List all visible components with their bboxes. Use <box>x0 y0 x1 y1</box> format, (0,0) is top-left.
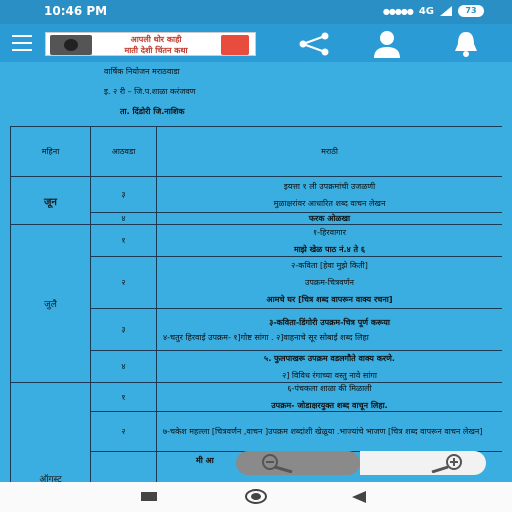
plan-table <box>10 126 502 482</box>
week-cell: १ <box>91 383 157 412</box>
table-header-row <box>11 127 503 177</box>
battery-icon: 73 <box>458 5 484 17</box>
week-cell: २ <box>91 412 157 452</box>
header-month: महिना <box>11 127 91 177</box>
banner-logo <box>221 35 249 55</box>
activity-cell: १-हिरवागार माझे खेळ पाठ नं.४ ते ६ <box>157 225 503 257</box>
table-row <box>11 225 503 257</box>
activity-cell: इयत्ता १ ली उपक्रमांची उजळणी मुळाक्षरांवर आधारित शब्द वाचन लेखन <box>157 177 503 213</box>
activity-cell: फरक ओळखा <box>157 213 503 225</box>
network-type: 4G <box>418 5 434 17</box>
home-icon[interactable] <box>245 489 267 504</box>
back-icon[interactable] <box>352 491 366 503</box>
zoom-out-icon <box>258 453 294 473</box>
header-week: आठवडा <box>91 127 157 177</box>
bell-icon[interactable] <box>451 30 481 58</box>
table-row <box>11 383 503 412</box>
app-bar <box>0 24 512 62</box>
recent-apps-icon[interactable] <box>141 492 157 501</box>
notification-dots-icon: ●●●●● <box>382 6 413 16</box>
activity-cell: ६-पंचकला शाळा की मिळाली उपक्रम- जोडाक्षरयुक्त शब्द वाचून लिहा. <box>157 383 503 412</box>
week-cell: ४ <box>91 213 157 225</box>
banner-photo <box>50 35 92 55</box>
week-cell: ४ <box>91 351 157 383</box>
partial-row-text: मी आ <box>196 456 214 465</box>
status-time: 10:46 PM <box>44 4 108 18</box>
header-line-location: ता. दिंडोरी जि.नाशिक <box>120 107 185 116</box>
week-cell <box>91 452 157 483</box>
app-banner <box>45 32 256 56</box>
month-cell: जुलै <box>11 225 91 383</box>
zoom-in-button[interactable] <box>360 451 486 475</box>
status-bar <box>0 0 512 24</box>
hamburger-menu-icon[interactable] <box>12 35 32 51</box>
month-cell: ऑगस्ट <box>11 383 91 483</box>
system-nav-bar <box>0 482 512 512</box>
zoom-in-icon <box>430 453 466 473</box>
activity-cell: २-कविता [हेवा मुझे किती] उपक्रम-चित्रवर्णन आमचे घर [चित्र शब्द वापरून वाक्य रचना] <box>157 257 503 309</box>
share-icon[interactable] <box>296 32 332 56</box>
week-cell: ३ <box>91 309 157 351</box>
zoom-control <box>236 451 486 475</box>
activity-cell: ३-कविता-डिंगोरी उपक्रम-चित्र पूर्ण करूया ४-चतुर हिरवाई उपक्रम- १]गोष्ट सांगा . २]वाहनाचे सूर सोबाई शब्द लिहा <box>157 309 503 351</box>
week-cell: २ <box>91 257 157 309</box>
status-icons <box>383 5 484 17</box>
plan-table-container[interactable] <box>10 126 502 482</box>
banner-text: आपली थोर काही माती देशी चिंतन कथा <box>124 35 188 55</box>
activity-cell: ५. फुलपाखरू उपक्रम वडलगौते वाक्य करणे. २] विविध रंगाच्या वस्तु नावे सांगा <box>157 351 503 383</box>
user-icon[interactable] <box>372 30 402 58</box>
header-line-school: इ. २ री – जि.प.शाळा करंजवण <box>104 87 196 96</box>
header-subject: मराठी <box>157 127 503 177</box>
month-cell: जून <box>11 177 91 225</box>
zoom-out-button[interactable] <box>236 451 360 475</box>
table-row <box>11 177 503 213</box>
plan-header <box>0 62 512 126</box>
week-cell: १ <box>91 225 157 257</box>
activity-cell: ७-चकेश महल्ला [चित्रवर्णन ,वाचन ]उपक्रम शब्दांशी खेळूया .भाज्यांचे भाजण [चित्र शब्द वापरून वाचन लेखन] <box>157 412 503 452</box>
week-cell: ३ <box>91 177 157 213</box>
header-line-title: वार्षिक नियोजन मराठवाडा <box>104 67 180 76</box>
signal-icon <box>440 6 452 16</box>
